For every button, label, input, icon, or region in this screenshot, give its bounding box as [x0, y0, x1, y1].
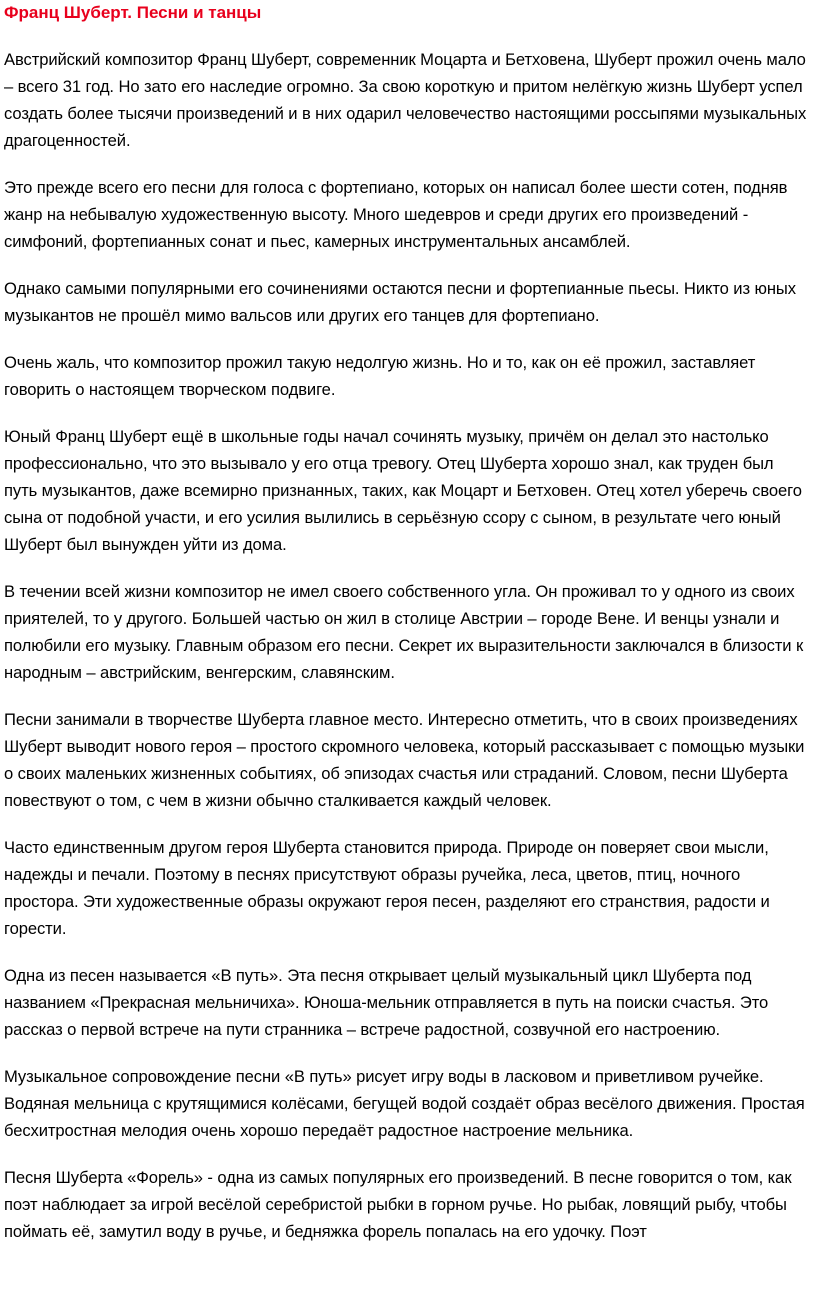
- paragraph: Часто единственным другом героя Шуберта становится природа. Природе он поверяет свои мысли, надежды и печали. Поэтому в песнях присутствуют образы ручейка, леса, цветов, птиц, ночного простора. Эти художественные образы окружают героя песен, разделяют его странствия, радости и горести.: [4, 838, 770, 938]
- paragraph: Это прежде всего его песни для голоса с фортепиано, которых он написал более шести сотен, подняв жанр на небывалую художественную высоту. Много шедевров и среди других его произведений - симфоний, фортепианных сонат и пьес, камерных инструментальных ансамблей.: [4, 178, 788, 251]
- paragraph: Юный Франц Шуберт ещё в школьные годы начал сочинять музыку, причём он делал это настолько профессионально, что это вызывало у его отца тревогу. Отец Шуберта хорошо знал, как труден был путь музыкантов, даже всемирно признанных, таких, как Моцарт и Бетховен. Отец хотел уберечь своего сына от подобной участи, и его усилия вылились в серьёзную ссору с сыном, в результате чего юный Шуберт был вынужден уйти из дома.: [4, 427, 802, 554]
- paragraph: Австрийский композитор Франц Шуберт, современник Моцарта и Бетховена, Шуберт прожил очень мало – всего 31 год. Но зато его наследие огромно. За свою короткую и притом нелёгкую жизнь Шуберт успел создать более тысячи произведений и в них одарил человечество настоящими россыпями музыкальных драгоценностей.: [4, 50, 807, 150]
- paragraph: Музыкальное сопровождение песни «В путь» рисует игру воды в ласковом и приветливом ручейке. Водяная мельница с крутящимися колёсами, бегущей водой создаёт образ весёлого движения. Простая бесхитростная мелодия очень хорошо передаёт радостное настроение мельника.: [4, 1067, 805, 1140]
- paragraph: Одна из песен называется «В путь». Эта песня открывает целый музыкальный цикл Шуберта под названием «Прекрасная мельничиха». Юноша-мельник отправляется в путь на поиски счастья. Это рассказ о первой встрече на пути странника – встрече радостной, созвучной его настроению.: [4, 966, 769, 1039]
- paragraph: Однако самыми популярными его сочинениями остаются песни и фортепианные пьесы. Никто из юных музыкантов не прошёл мимо вальсов или других его танцев для фортепиано.: [4, 279, 796, 325]
- paragraph: В течении всей жизни композитор не имел своего собственного угла. Он проживал то у одного из своих приятелей, то у другого. Большей частью он жил в столице Австрии – городе Вене. И венцы узнали и полюбили его музыку. Главным образом его песни. Секрет их выразительности заключался в близости к народным – австрийским, венгерским, славянским.: [4, 582, 804, 682]
- paragraph: Песня Шуберта «Форель» - одна из самых популярных его произведений. В песне говорится о том, как поэт наблюдает за игрой весёлой серебристой рыбки в горном ручье. Но рыбак, ловящий рыбу, чтобы поймать её, замутил воду в ручье, и бедняжка форель попалась на его удочку. Поэт: [4, 1168, 792, 1241]
- document-title: Франц Шуберт. Песни и танцы: [4, 3, 262, 22]
- paragraph: Очень жаль, что композитор прожил такую недолгую жизнь. Но и то, как он её прожил, заставляет говорить о настоящем творческом подвиге.: [4, 353, 756, 399]
- paragraph: Песни занимали в творчестве Шуберта главное место. Интересно отметить, что в своих произведениях Шуберт выводит нового героя – простого скромного человека, который рассказывает с помощью музыки о своих маленьких жизненных событиях, об эпизодах счастья или страданий. Словом, песни Шуберта повествуют о том, с чем в жизни обычно сталкивается каждый человек.: [4, 710, 805, 810]
